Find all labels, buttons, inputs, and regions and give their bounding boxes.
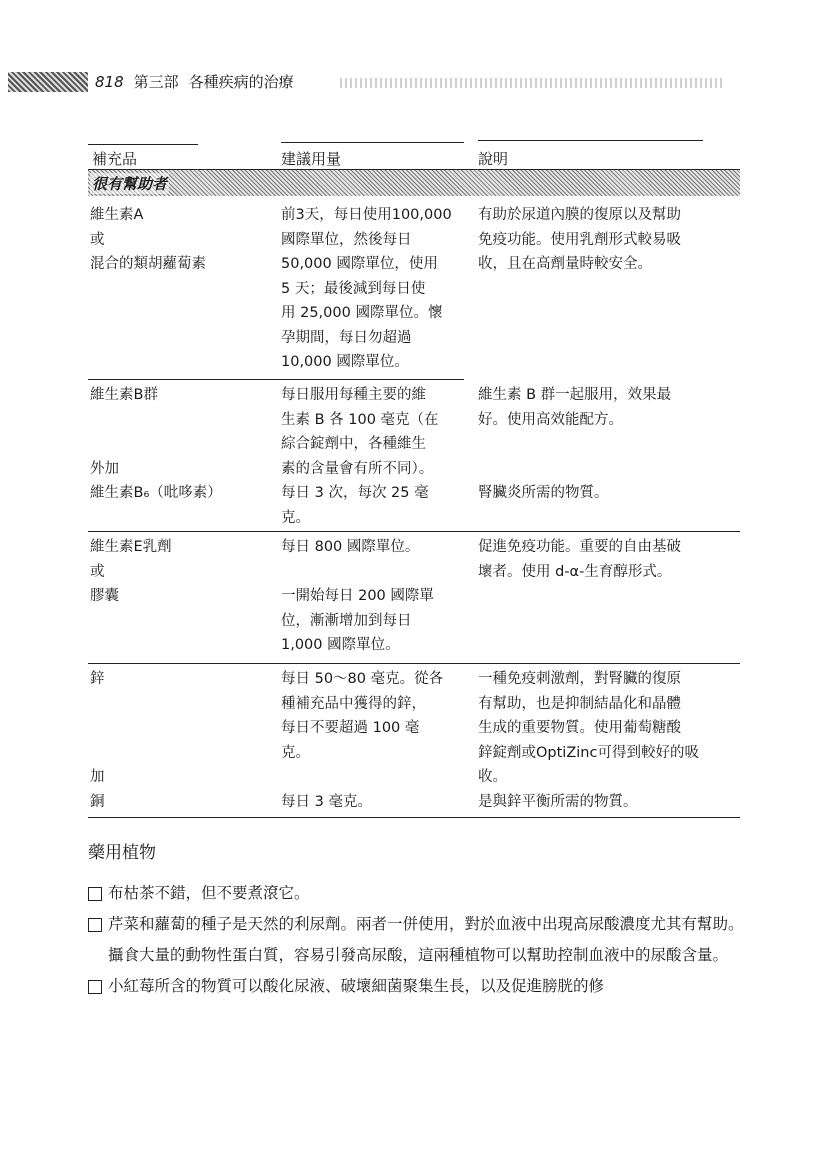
supplement-cell [90,535,275,609]
cell-line: 壞者。使用 d-α-生育醇形式。 [478,563,672,580]
header-decoration [8,72,88,92]
table-row [88,203,740,379]
header-rule [340,78,725,88]
row-divider [88,663,740,664]
cell-line: 收。 [478,769,507,785]
list-item [88,909,748,971]
bullet-text: 小紅莓所含的物質可以酸化尿液、破壞細菌聚集生長，以及促進膀胱的修 [108,977,605,995]
notes-cell [478,203,740,277]
cell-line: 1,000 國際單位。 [281,637,400,653]
cell-line: 50,000 國際單位，使用 [281,256,438,272]
cell-line: 前3天，每日使用100,000 [281,207,452,223]
cell-line: 維生素B群 [90,387,158,403]
list-item [88,971,748,1002]
cell-line: 維生素E乳劑 [90,539,172,555]
dosage-cell [281,535,464,658]
chapter-title: 各種疾病的治療 [188,73,294,91]
cell-line: 一種免疫刺激劑，對腎臟的復原 [478,671,681,687]
cell-line: 素的含量會有所不同）。 [281,460,434,477]
header-text [95,72,294,92]
column-header-dosage: 建議用量 [281,150,342,168]
cell-line: 外加 [90,460,119,477]
cell-line: 每日 800 國際單位。 [281,539,420,555]
supplement-cell [90,203,275,277]
rule [88,144,198,145]
rule [478,140,703,141]
cell-line: 免疫功能。使用乳劑形式較易吸 [478,231,681,248]
cell-line: 收，且在高劑量時較安全。 [478,256,652,272]
cell-line: 種補充品中獲得的鋅， [281,695,426,712]
cell-line: 綜合錠劑中，各種維生 [281,436,426,452]
section-title: 藥用植物 [88,843,156,863]
cell-line: 克。 [281,744,310,761]
cell-line: 每日服用每種主要的維 [281,387,426,403]
cell-line: 有助於尿道內膜的復原以及幫助 [478,207,681,223]
cell-line: 克。 [281,509,310,526]
cell-line: 維生素 B 群一起服用，效果最 [478,387,672,403]
cell-line: 維生素A [90,207,144,223]
cell-line: 或 [90,231,105,248]
bullet-text: 布枯茶不錯，但不要煮滾它。 [108,884,310,902]
category-label: 很有幫助者 [92,175,168,193]
dosage-cell [281,203,464,375]
part-label: 第三部 [133,73,179,91]
cell-line: 混合的類胡蘿蔔素 [90,256,206,272]
cell-line: 鋅 [90,671,105,687]
cell-line: 每日 3 次，每次 25 毫 [281,485,429,501]
cell-line: 促進免疫功能。重要的自由基破 [478,539,681,555]
notes-cell [478,383,740,506]
cell-line: 每日不要超過 100 毫 [281,720,420,736]
rule [281,142,464,143]
cell-line: 位，漸漸增加到每日 [281,612,412,629]
cell-line: 一開始每日 200 國際單 [281,588,434,604]
cell-line: 銅 [90,793,105,810]
cell-line: 每日 50～80 毫克。從各 [281,671,444,687]
table-header-row [88,140,740,170]
running-header [0,68,829,98]
table-row [88,535,740,663]
category-band [88,170,740,196]
notes-cell [478,667,740,814]
cell-line: 是與鋅平衡所需的物質。 [478,793,638,810]
notes-cell [478,535,740,584]
dosage-cell [281,667,464,814]
cell-line: 好。使用高效能配方。 [478,411,623,428]
cell-line: 孕期間，每日勿超過 [281,329,412,346]
supplement-cell [90,667,275,814]
supplement-cell [90,383,275,506]
cell-line: 加 [90,769,105,785]
row-divider [88,379,464,380]
cell-line: 鋅錠劑或OptiZinc可得到較好的吸 [478,744,699,761]
checkbox-bullet-icon [88,980,102,994]
checkbox-bullet-icon [88,918,102,932]
cell-line: 國際單位，然後每日 [281,231,412,248]
cell-line: 10,000 國際單位。 [281,354,409,370]
cell-line: 或 [90,563,105,580]
column-header-notes: 說明 [478,150,509,168]
dosage-cell [281,383,464,530]
cell-line: 每日 3 毫克。 [281,793,372,810]
table-row [88,383,740,531]
cell-line: 生成的重要物質。使用葡萄糖酸 [478,720,681,736]
table-bottom-rule [88,817,740,818]
checkbox-bullet-icon [88,887,102,901]
bullet-text: 芹菜和蘿蔔的種子是天然的利尿劑。兩者一併使用，對於血液中出現高尿酸濃度尤其有幫助。攝食大量的動物性蛋白質，容易引發高尿酸，這兩種植物可以幫助控制血液中的尿酸含量。 [108,915,744,964]
cell-line: 膠囊 [90,588,119,604]
cell-line: 維生素B₆（吡哆素） [90,485,222,501]
list-item [88,878,748,909]
supplement-table [88,140,740,818]
cell-line: 有幫助，也是抑制結晶化和晶體 [478,695,681,712]
cell-line: 生素 B 各 100 毫克（在 [281,411,439,428]
cell-line: 5 天；最後減到每日使 [281,280,426,297]
page-number: 818 [95,73,124,91]
bullet-list [88,878,748,1002]
column-header-supplement: 補充品 [92,150,138,168]
cell-line: 腎臟炎所需的物質。 [478,485,609,501]
table-row [88,667,740,817]
cell-line: 用 25,000 國際單位。懷 [281,305,443,321]
row-divider [88,531,740,532]
